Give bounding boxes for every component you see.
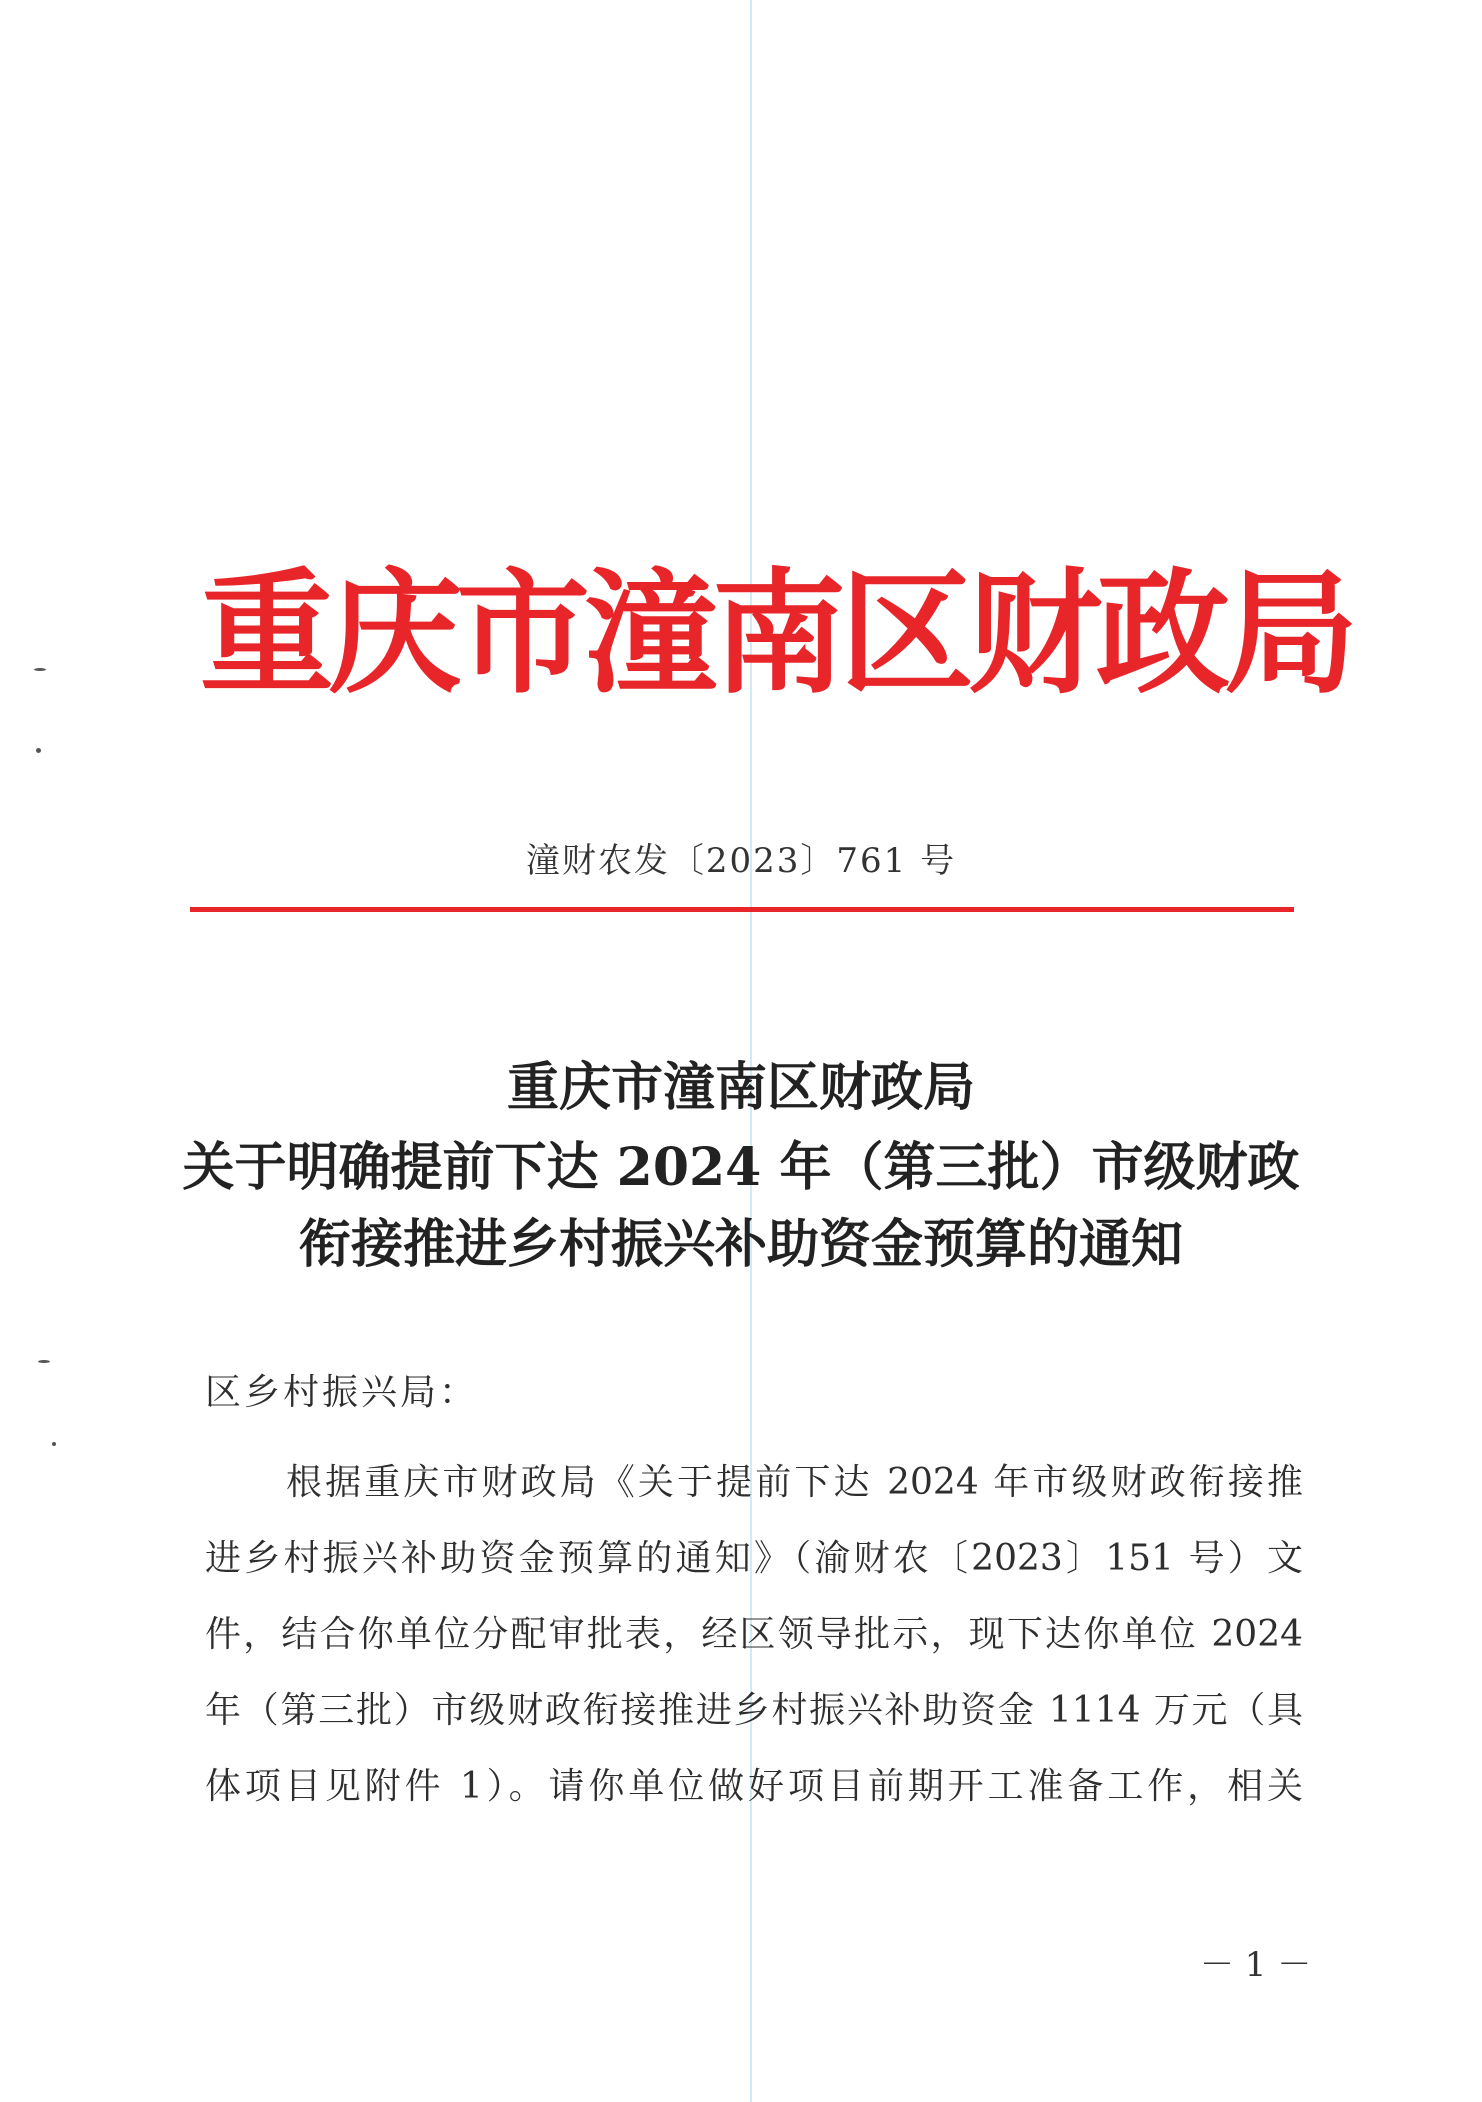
document-number: 潼财农发〔2023〕761 号 [525,841,957,881]
document-title-line-2: 关于明确提前下达 2024 年（第三批）市级财政 [182,1137,1300,1198]
body-text-line: 体项目见附件 1）。请你单位做好项目前期开工准备工作，相关 [205,1766,1303,1807]
page-number: － 1 － [1200,1945,1312,1985]
scan-speck [38,1360,50,1363]
scan-speck [52,1442,56,1446]
scan-speck [34,668,46,671]
salutation: 区乡村振兴局： [205,1372,479,1413]
document-title-line-3: 衔接推进乡村振兴补助资金预算的通知 [298,1214,1183,1275]
document-title-line-1: 重庆市潼南区财政局 [506,1057,975,1118]
body-text-line: 根据重庆市财政局《关于提前下达 2024 年市级财政衔接推 [286,1462,1303,1503]
body-text-line: 件，结合你单位分配审批表，经区领导批示，现下达你单位 2024 [205,1614,1303,1655]
scan-speck [36,748,41,753]
body-text-line: 年（第三批）市级财政衔接推进乡村振兴补助资金 1114 万元（具 [205,1690,1303,1731]
body-text-line: 进乡村振兴补助资金预算的通知》（渝财农〔2023〕151 号）文 [205,1538,1303,1579]
red-separator-rule [190,907,1294,912]
masthead-title: 重庆市潼南区财政局 [200,554,1353,712]
